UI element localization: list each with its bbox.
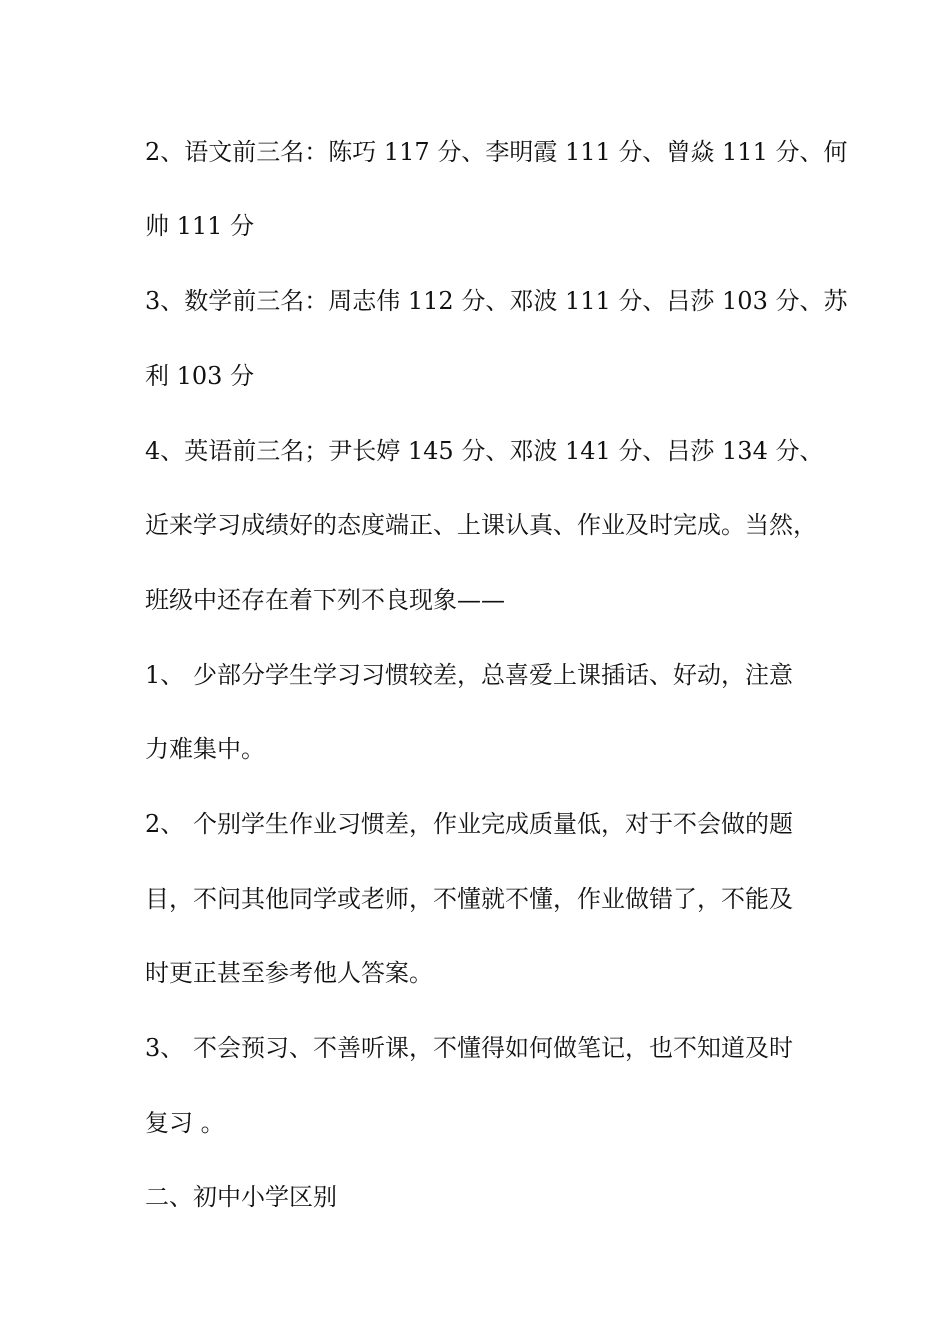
list-number-2: 2、 [145,810,185,838]
text-line-english-top3: 4、英语前三名；尹长婷 145 分、邓波 141 分、吕莎 134 分、 [145,437,824,465]
list-item-3-cont: 复习 。 [145,1109,225,1137]
list-item-1-text: 少部分学生学习习惯较差，总喜爱上课插话、好动，注意 [193,661,793,689]
list-number-3: 3、 [145,1034,185,1062]
text-line-math-top3: 3、数学前三名：周志伟 112 分、邓波 111 分、吕莎 103 分、苏 [145,287,848,315]
list-item-2-cont-1: 目，不问其他同学或老师，不懂就不懂，作业做错了，不能及 [145,885,793,913]
list-item-1-cont: 力难集中。 [145,735,265,763]
section-heading: 二、初中小学区别 [145,1183,337,1211]
list-item-2-text: 个别学生作业习惯差，作业完成质量低，对于不会做的题 [193,810,793,838]
list-number-1: 1、 [145,661,185,689]
list-item-3-text: 不会预习、不善听课，不懂得如何做笔记，也不知道及时 [193,1034,793,1062]
text-line-math-top3-cont: 利 103 分 [145,362,255,390]
text-line-chinese-top3-cont: 帅 111 分 [145,212,255,240]
text-line-problems-intro: 班级中还存在着下列不良现象—— [145,586,505,614]
list-item-2 [145,804,793,844]
list-item-2-cont-2: 时更正甚至参考他人答案。 [145,959,433,987]
text-line-chinese-top3: 2、语文前三名：陈巧 117 分、李明霞 111 分、曾焱 111 分、何 [145,138,848,166]
list-item-3 [145,1028,793,1068]
list-item-1 [145,655,793,695]
text-line-summary: 近来学习成绩好的态度端正、上课认真、作业及时完成。当然， [145,511,817,539]
